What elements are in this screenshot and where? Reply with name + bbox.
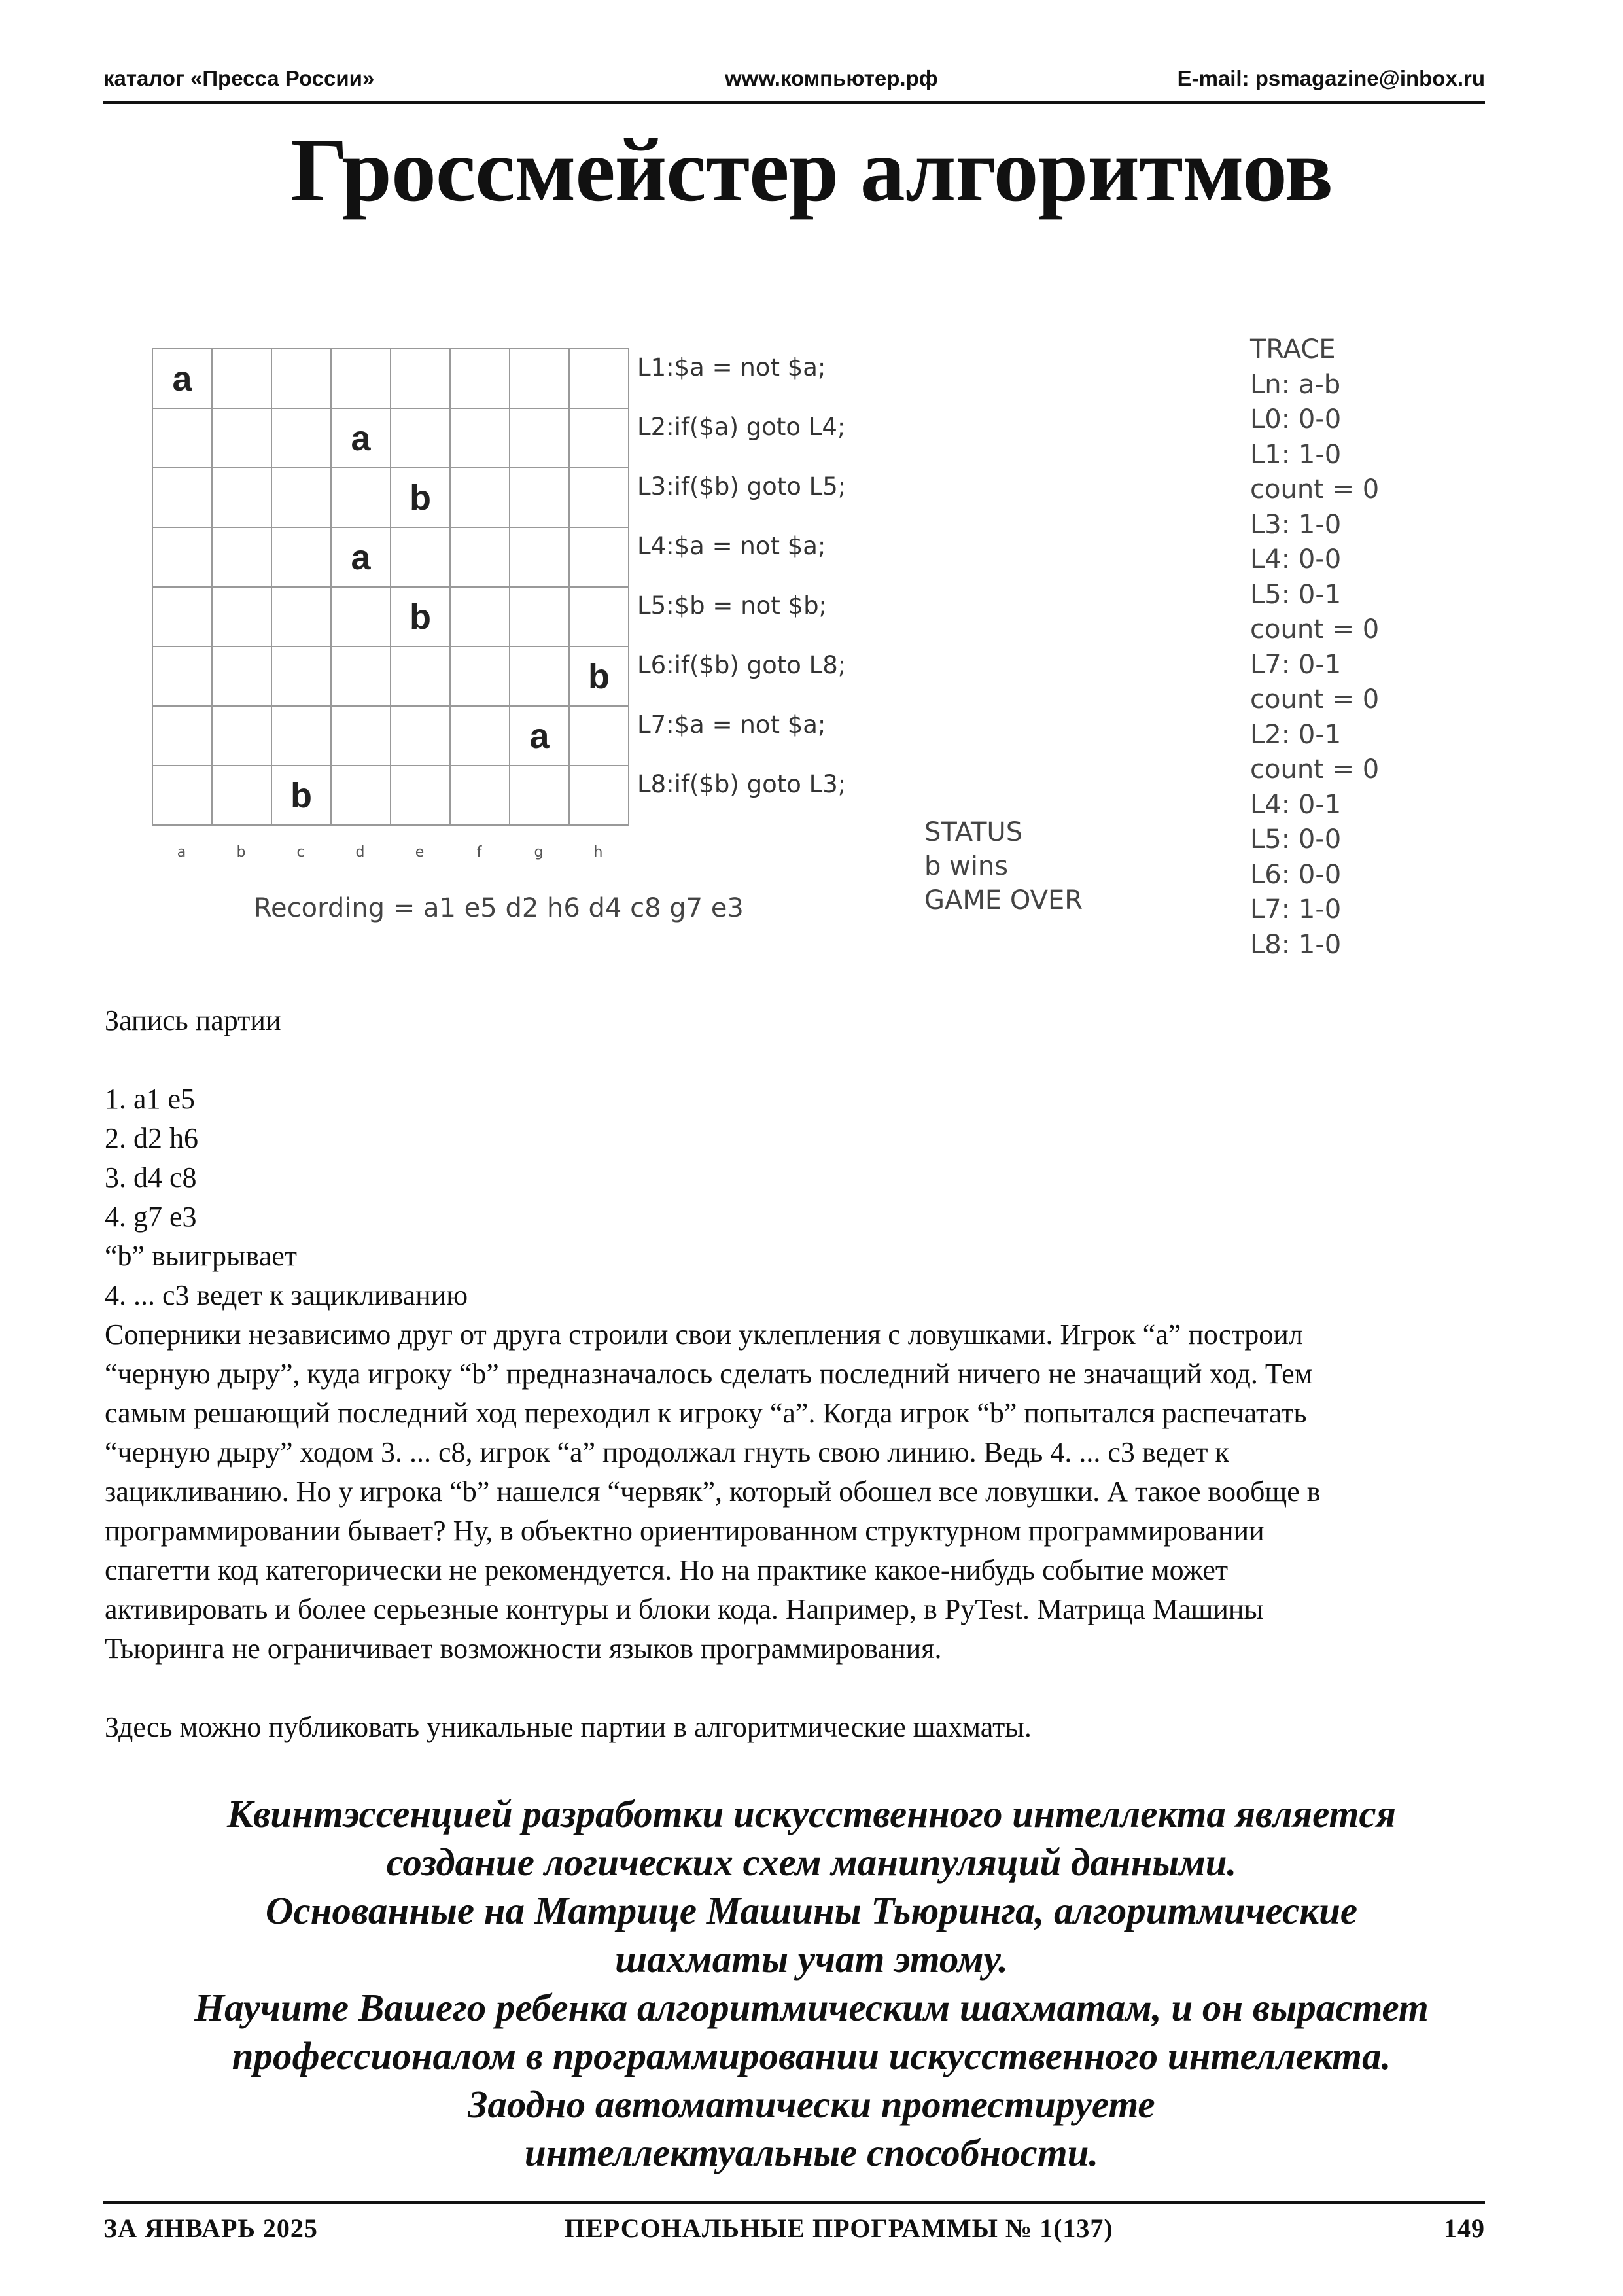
board-cell	[153, 647, 213, 707]
board-cell	[272, 647, 332, 707]
move-line: 4. g7 e3	[105, 1201, 197, 1233]
status-panel	[924, 815, 1083, 917]
board-cell	[510, 588, 570, 647]
trace-line: count = 0	[1250, 474, 1380, 504]
move-line: 1. a1 e5	[105, 1083, 196, 1115]
footer-magazine-name: ПЕРСОНАЛЬНЫЕ ПРОГРАММЫ № 1(137)	[565, 2214, 1113, 2243]
status-label: STATUS	[924, 817, 1023, 847]
board-cell	[153, 707, 213, 766]
board-cell	[272, 528, 332, 588]
board-piece-a: a	[510, 707, 570, 766]
trace-line: L8: 1-0	[1250, 929, 1342, 960]
file-label: f	[476, 844, 482, 860]
board-file-labels	[152, 844, 628, 860]
board-cell	[153, 528, 213, 588]
quote-line: создание логических схем манипуляций данными.	[386, 1841, 1237, 1884]
trace-line: count = 0	[1250, 684, 1380, 715]
paragraph-line: зацикливанию. Но у игрока “b” нашелся “червяк”, который обошел все ловушки. А такое вообще в	[105, 1475, 1321, 1508]
file-label: a	[177, 844, 186, 860]
board-cell	[272, 588, 332, 647]
board-cell	[332, 647, 391, 707]
board-cell	[451, 588, 510, 647]
file-label: d	[355, 844, 365, 860]
board-cell	[570, 707, 629, 766]
board-cell	[451, 766, 510, 826]
board-cell	[451, 349, 510, 409]
trace-line: count = 0	[1250, 754, 1380, 785]
trace-line: L1: 1-0	[1250, 439, 1342, 470]
program-line: L5:$b = not $b;	[637, 592, 828, 620]
board-cell	[332, 468, 391, 528]
board-cell	[570, 528, 629, 588]
article-paragraph	[105, 1315, 1492, 1669]
board-cell	[213, 766, 272, 826]
board-cell	[153, 468, 213, 528]
board-cell	[391, 528, 451, 588]
program-line: L7:$a = not $a;	[637, 711, 826, 739]
quote-line: Научите Вашего ребенка алгоритмическим шахматам, и он вырастет	[194, 1986, 1429, 2029]
move-line: 2. d2 h6	[105, 1122, 198, 1154]
quote-line: Основанные на Матрице Машины Тьюринга, алгоритмические	[265, 1889, 1358, 1932]
status-state: GAME OVER	[924, 885, 1083, 915]
page-title: Гроссмейстер алгоритмов	[290, 120, 1333, 220]
board-cell	[391, 707, 451, 766]
article-body	[105, 1001, 1492, 1747]
promo-quote	[0, 1790, 1623, 2177]
trace-line: Ln: a-b	[1250, 369, 1341, 400]
trace-line: L2: 0-1	[1250, 719, 1342, 750]
board-cell	[213, 409, 272, 468]
trace-label: TRACE	[1250, 334, 1336, 364]
trace-line: L5: 0-0	[1250, 824, 1342, 855]
file-label: b	[236, 844, 246, 860]
paragraph-line: “черную дыру”, куда игроку “b” предназначалось сделать последний ничего не значащий ход. Тем	[105, 1358, 1313, 1390]
article-closing: Здесь можно публиковать уникальные партии в алгоритмические шахматы.	[105, 1711, 1032, 1743]
board-piece-b: b	[570, 647, 629, 707]
trace-line: L3: 1-0	[1250, 509, 1342, 540]
board-cell	[510, 468, 570, 528]
board-cell	[272, 468, 332, 528]
board-cell	[332, 349, 391, 409]
move-line: 4. ... c3 ведет к зацикливанию	[105, 1279, 468, 1311]
paragraph-line: программировании бывает? Ну, в объектно ориентированном структурном программировании	[105, 1515, 1265, 1547]
board-piece-a: a	[153, 349, 213, 409]
board-cell	[570, 468, 629, 528]
program-listing	[637, 348, 846, 824]
paragraph-line: самым решающий последний ход переходил к игроку “a”. Когда игрок “b” попытался распечатать	[105, 1397, 1307, 1429]
board-cell	[570, 409, 629, 468]
board-cell	[451, 409, 510, 468]
board-piece-b: b	[272, 766, 332, 826]
program-line: L1:$a = not $a;	[637, 353, 826, 381]
board-cell	[332, 766, 391, 826]
board-cell	[391, 647, 451, 707]
file-label: c	[296, 844, 305, 860]
board-cell	[213, 349, 272, 409]
program-line: L8:if($b) goto L3;	[637, 770, 846, 798]
header-email: E-mail: psmagazine@inbox.ru	[1177, 66, 1485, 90]
move-line: “b” выигрывает	[105, 1240, 298, 1272]
board-cell	[213, 528, 272, 588]
board-piece-b: b	[391, 468, 451, 528]
board-cell	[451, 468, 510, 528]
board-cell	[213, 707, 272, 766]
page-header	[103, 62, 1485, 104]
footer-page-number: 149	[1444, 2214, 1485, 2243]
quote-line: Заодно автоматически протестируете	[468, 2083, 1155, 2126]
trace-line: L7: 1-0	[1250, 894, 1342, 925]
board-cell	[570, 349, 629, 409]
board-cell	[213, 468, 272, 528]
header-catalog: каталог «Пресса России»	[103, 66, 375, 90]
board-cell	[510, 766, 570, 826]
program-line: L3:if($b) goto L5;	[637, 472, 846, 501]
footer-issue-date: ЗА ЯНВАРЬ 2025	[103, 2214, 318, 2243]
board-cell	[391, 409, 451, 468]
program-line: L4:$a = not $a;	[637, 532, 826, 560]
paragraph-line: Соперники независимо друг от друга строили свои уклепления с ловушками. Игрок “a” построил	[105, 1318, 1303, 1351]
board-piece-a: a	[332, 528, 391, 588]
article-heading: Запись партии	[105, 1004, 281, 1036]
quote-line: шахматы учат этому.	[615, 1937, 1008, 1981]
chess-board-grid	[152, 348, 629, 826]
trace-line: L0: 0-0	[1250, 404, 1342, 434]
trace-line: L4: 0-0	[1250, 544, 1342, 574]
board-piece-b: b	[391, 588, 451, 647]
paragraph-line: спагетти код категорически не рекомендуется. Но на практике какое-нибудь событие может	[105, 1554, 1229, 1586]
paragraph-line: активировать и более серьезные контуры и блоки кода. Например, в PyTest. Матрица Машины	[105, 1593, 1264, 1625]
move-line: 3. d4 c8	[105, 1161, 197, 1193]
board-cell	[213, 588, 272, 647]
file-label: e	[415, 844, 425, 860]
page-footer	[103, 2201, 1485, 2250]
paragraph-line: Тьюринга не ограничивает возможности языков программирования.	[105, 1633, 942, 1665]
file-label: h	[593, 844, 603, 860]
quote-line: интеллектуальные способности.	[524, 2131, 1099, 2174]
trace-line: count = 0	[1250, 614, 1380, 645]
board-cell	[570, 588, 629, 647]
board-cell	[153, 766, 213, 826]
trace-line: L6: 0-0	[1250, 859, 1342, 890]
board-cell	[153, 588, 213, 647]
trace-line: L4: 0-1	[1250, 789, 1342, 820]
paragraph-line: “черную дыру” ходом 3. ... c8, игрок “a” продолжал гнуть свою линию. Ведь 4. ... c3 ведет к	[105, 1436, 1229, 1468]
board-cell	[272, 349, 332, 409]
board-cell	[213, 647, 272, 707]
board-cell	[391, 349, 451, 409]
board-cell	[272, 707, 332, 766]
status-result: b wins	[924, 851, 1009, 881]
board-cell	[272, 409, 332, 468]
trace-listing	[1250, 332, 1379, 963]
recording-line: Recording = a1 e5 d2 h6 d4 c8 g7 e3	[254, 893, 744, 923]
header-website: www.компьютер.рф	[725, 66, 938, 90]
trace-line: L5: 0-1	[1250, 579, 1342, 610]
board-cell	[451, 647, 510, 707]
file-label: g	[534, 844, 544, 860]
board-cell	[332, 588, 391, 647]
board-cell	[570, 766, 629, 826]
board-cell	[451, 707, 510, 766]
quote-line: профессионалом в программировании искусственного интеллекта.	[232, 2034, 1391, 2077]
board-cell	[510, 528, 570, 588]
board-cell	[451, 528, 510, 588]
board-cell	[332, 707, 391, 766]
moves-list	[105, 1080, 1492, 1315]
board-cell	[510, 349, 570, 409]
board-cell	[510, 409, 570, 468]
board-piece-a: a	[332, 409, 391, 468]
quote-line: Квинтэссенцией разработки искусственного интеллекта является	[227, 1792, 1396, 1835]
trace-line: L7: 0-1	[1250, 649, 1342, 680]
program-line: L6:if($b) goto L8;	[637, 651, 846, 679]
board-cell	[153, 409, 213, 468]
program-line: L2:if($a) goto L4;	[637, 413, 846, 441]
board-cell	[510, 647, 570, 707]
board-cell	[391, 766, 451, 826]
